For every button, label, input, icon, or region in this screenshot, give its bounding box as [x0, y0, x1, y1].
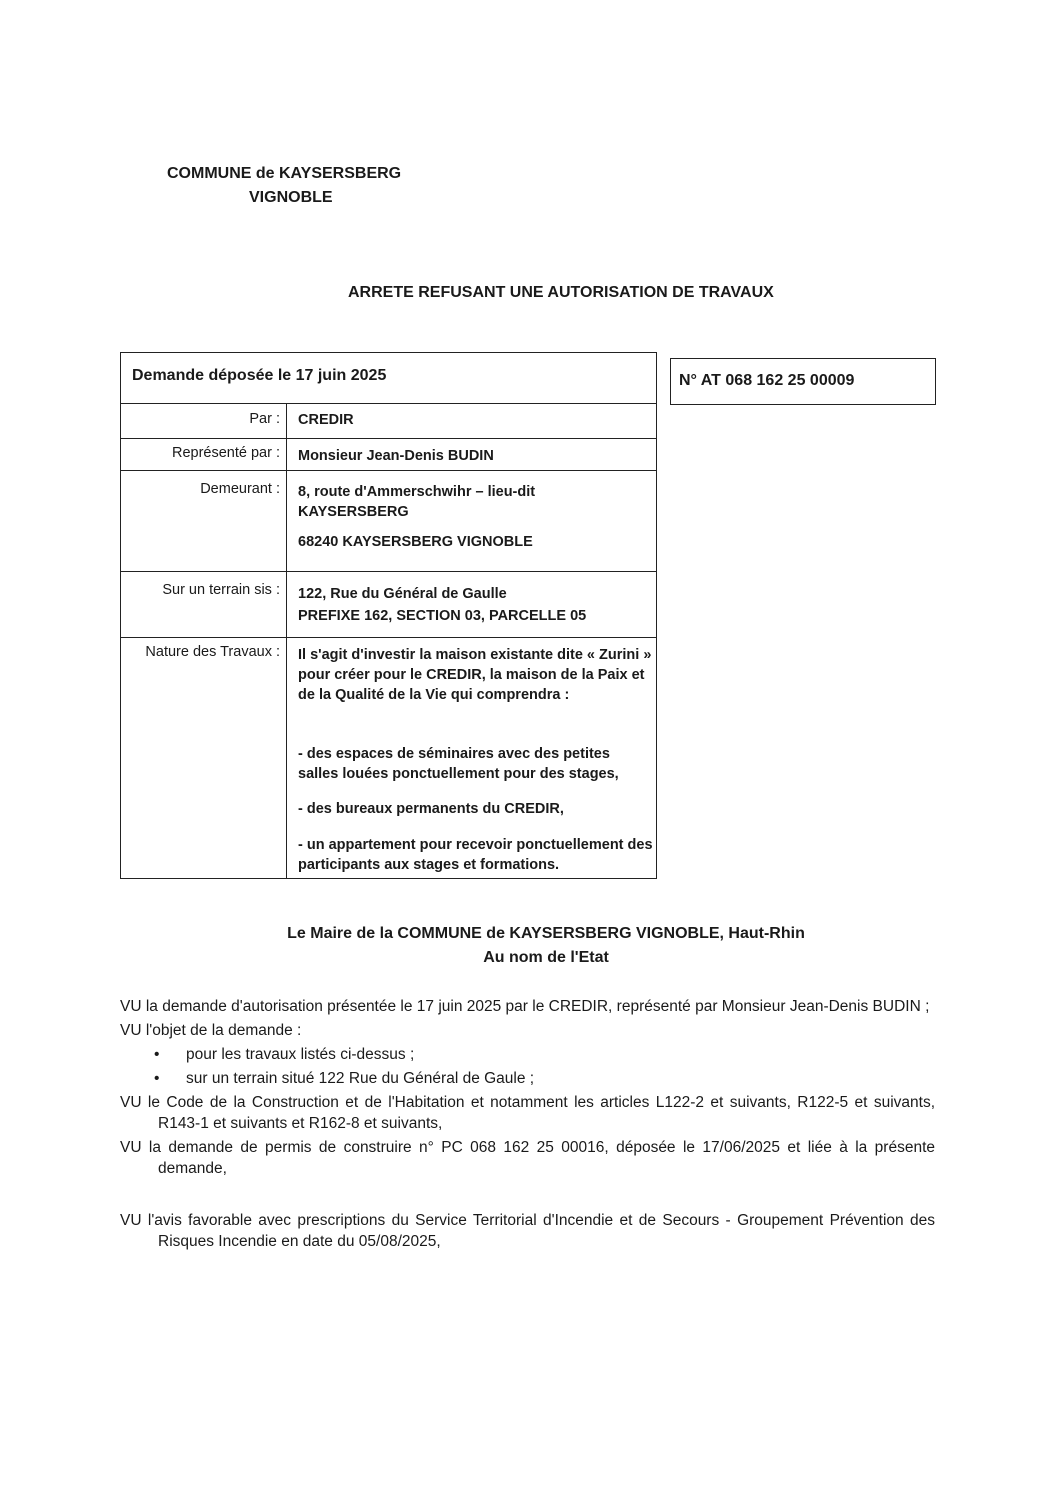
terrain-line2: PREFIXE 162, SECTION 03, PARCELLE 05: [298, 608, 587, 624]
considerants: [120, 996, 935, 1255]
file-number-box: [670, 358, 936, 405]
demeurant-label: Demeurant :: [200, 481, 280, 497]
nature-text-3: - des bureaux permanents du CREDIR,: [298, 801, 564, 817]
par-label: Par :: [249, 411, 280, 427]
demeurant-line1: 8, route d'Ammerschwihr – lieu-dit: [298, 484, 536, 500]
mayor-heading: [0, 922, 1058, 970]
row-divider: [121, 403, 656, 404]
nature-text-1: Il s'agit d'investir la maison existante dite « Zurini » pour créer pour le CREDIR, la maison de la Paix et de la Qualité de la Vie qui comprendra :: [298, 647, 652, 703]
request-table: [120, 352, 657, 879]
mayor-line: Le Maire de la COMMUNE de KAYSERSBERG VIGNOBLE, Haut-Rhin: [287, 925, 805, 942]
column-divider: [286, 403, 287, 878]
bullet-icon: •: [154, 1070, 160, 1087]
list-item-text: sur un terrain situé 122 Rue du Général de Gaule ;: [186, 1070, 535, 1087]
row-divider: [121, 438, 656, 439]
vu-paragraph: VU la demande d'autorisation présentée le 17 juin 2025 par le CREDIR, représenté par Monsieur Jean-Denis BUDIN ;: [120, 998, 930, 1015]
vu-paragraph: VU l'avis favorable avec prescriptions du Service Territorial d'Incendie et de Secours - Groupement Prévention des Risques Incendie en date du 05/08/2025,: [120, 1212, 935, 1250]
document-title: ARRETE REFUSANT UNE AUTORISATION DE TRAVAUX: [348, 284, 774, 301]
par-value: CREDIR: [298, 412, 354, 428]
commune-name: COMMUNE de KAYSERSBERG: [167, 165, 402, 182]
nature-text-2: - des espaces de séminaires avec des petites salles louées ponctuellement pour des stages,: [298, 746, 619, 782]
row-divider: [121, 571, 656, 572]
spacer: [120, 1182, 935, 1210]
terrain-label: Sur un terrain sis :: [162, 582, 280, 598]
demeurant-line3: 68240 KAYSERSBERG VIGNOBLE: [298, 534, 533, 550]
vu-paragraph: VU l'objet de la demande :: [120, 1022, 302, 1039]
terrain-line1: 122, Rue du Général de Gaulle: [298, 586, 507, 602]
bullet-icon: •: [154, 1046, 160, 1063]
row-divider: [121, 637, 656, 638]
list-item: [120, 1068, 935, 1089]
list-item-text: pour les travaux listés ci-dessus ;: [186, 1046, 415, 1063]
vu-paragraph: VU la demande de permis de construire n° PC 068 162 25 00016, déposée le 17/06/2025 et liée à la présente demande,: [120, 1139, 935, 1177]
nature-text-4: - un appartement pour recevoir ponctuellement des participants aux stages et formations.: [298, 837, 653, 873]
etat-line: Au nom de l'Etat: [483, 949, 609, 966]
file-number: N° AT 068 162 25 00009: [679, 372, 855, 389]
list-item: [120, 1044, 935, 1065]
represente-value: Monsieur Jean-Denis BUDIN: [298, 448, 494, 464]
nature-label: Nature des Travaux :: [145, 644, 280, 660]
request-date: Demande déposée le 17 juin 2025: [132, 367, 387, 384]
represente-label: Représenté par :: [171, 445, 280, 461]
commune-header: [167, 162, 401, 210]
row-divider: [121, 470, 656, 471]
demeurant-line2: KAYSERSBERG: [298, 504, 409, 520]
commune-name-line2: VIGNOBLE: [249, 189, 333, 206]
vu-paragraph: VU le Code de la Construction et de l'Habitation et notamment les articles L122-2 et suivants, R122-5 et suivants, R143-1 et suivants et R162-8 et suivants,: [120, 1094, 935, 1132]
